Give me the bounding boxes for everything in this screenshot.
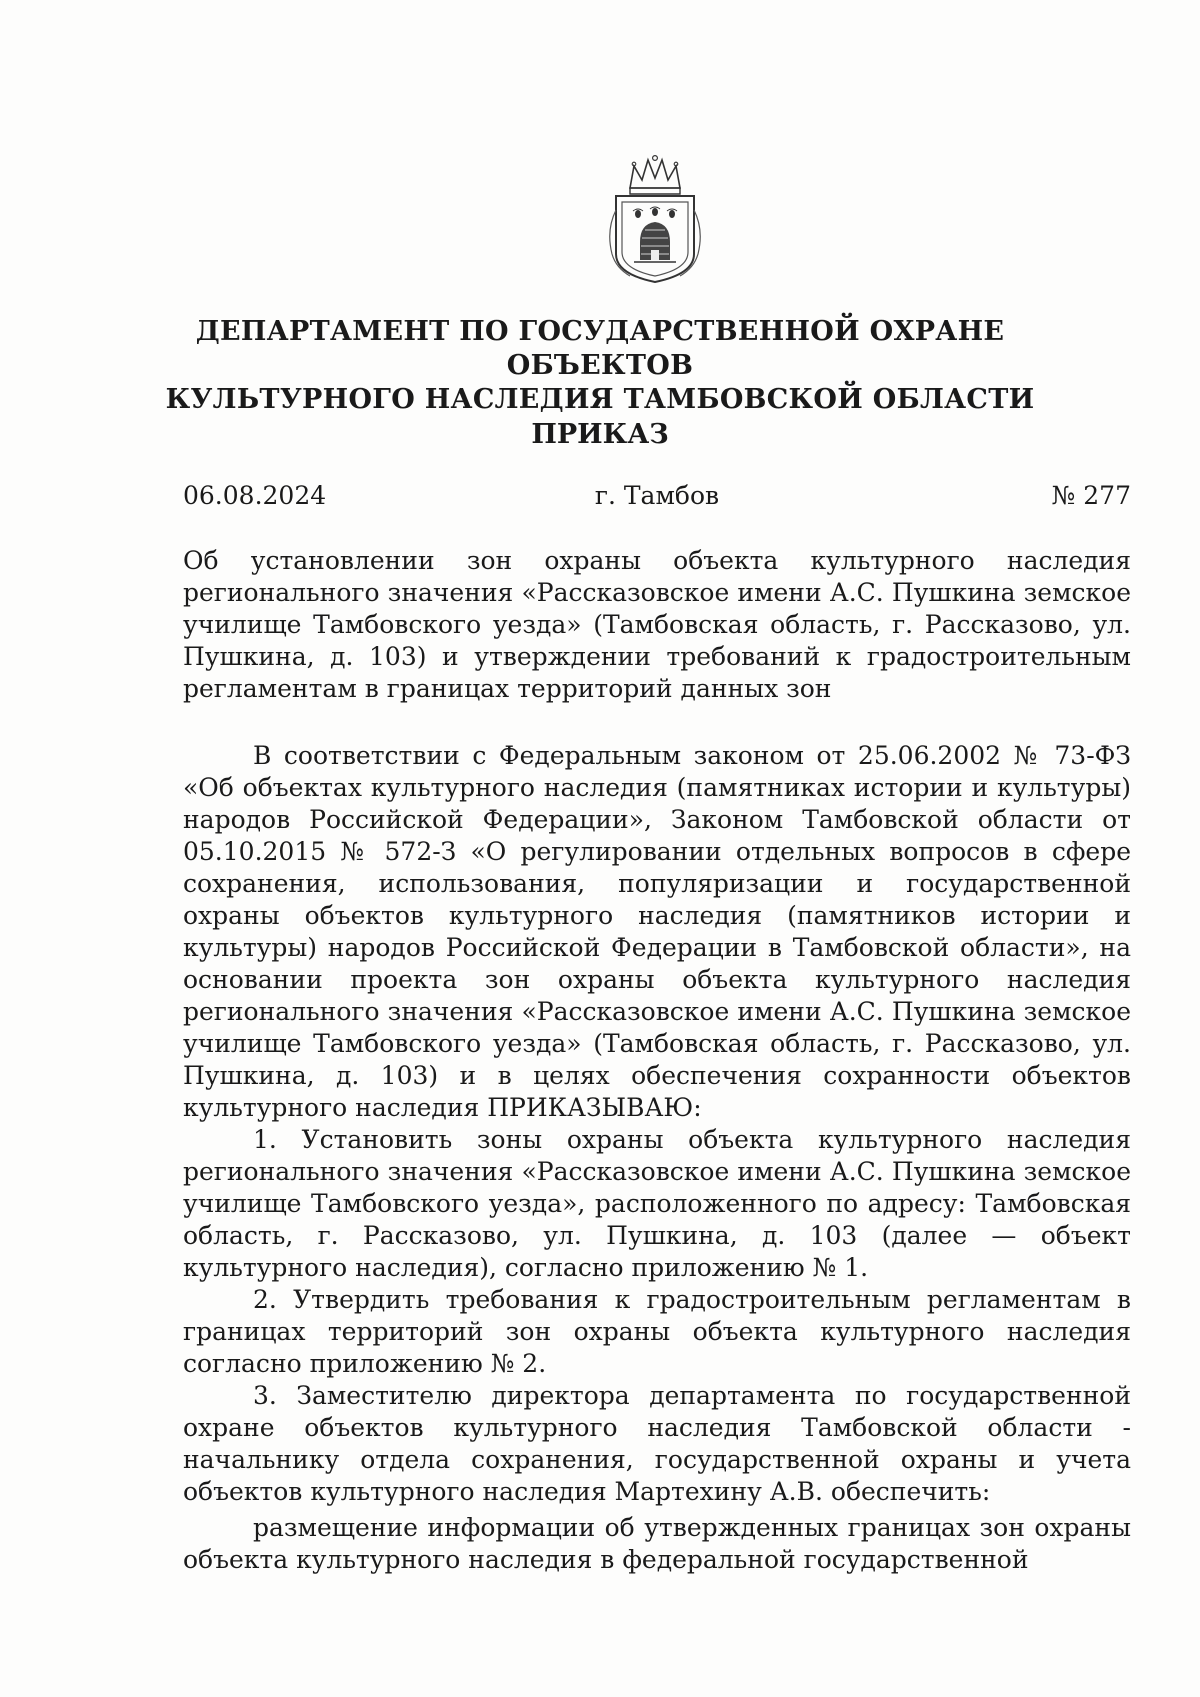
- preamble-paragraph: В соответствии с Федеральным законом от 25.06.2002 № 73-ФЗ «Об объектах культурного наследия (памятниках истории и культуры) народов Российской Федерации», Законом Тамбовской области от 05.10.2015 № 572-З «О регулировании отдельных вопросов в сфере сохранения, использования, популяризации и государственной охраны объектов культурного наследия (памятников истории и культуры) народов Российской Федерации в Тамбовской области», на основании проекта зон охраны объекта культурного наследия регионального значения «Рассказовское имени А.С. Пушкина земское училище Тамбовского уезда» (Тамбовская область, г. Рассказово, ул. Пушкина, д. 103) и в целях обеспечения сохранности объектов культурного наследия ПРИКАЗЫВАЮ:: [183, 741, 1131, 1122]
- document-type-title: ПРИКАЗ: [531, 419, 669, 450]
- order-item-1: 1. Установить зоны охраны объекта культурного наследия регионального значения «Рассказовское имени А.С. Пушкина земское училище Тамбовского уезда», расположенного по адресу: Тамбовская область, г. Рассказово, ул. Пушкина, д. 103 (далее — объект культурного наследия), согласно приложению № 1.: [183, 1125, 1131, 1282]
- document-body: [183, 740, 1131, 1576]
- document-number: № 277: [1051, 481, 1131, 510]
- coat-of-arms-icon: [596, 150, 714, 286]
- document-date: 06.08.2024: [183, 481, 327, 510]
- department-heading: [150, 315, 1050, 417]
- order-item-3-subitem: размещение информации об утвержденных границах зон охраны объекта культурного наследия в федеральной государственной: [183, 1513, 1131, 1574]
- document-subject: Об установлении зон охраны объекта культурного наследия регионального значения «Рассказовское имени А.С. Пушкина земское училище Тамбовского уезда» (Тамбовская область, г. Рассказово, ул. Пушкина, д. 103) и утверждении требований к градостроительным регламентам в границах территорий данных зон: [183, 546, 1131, 703]
- department-line-2: КУЛЬТУРНОГО НАСЛЕДИЯ ТАМБОВСКОЙ ОБЛАСТИ: [165, 384, 1035, 415]
- document-city: г. Тамбов: [594, 481, 720, 510]
- department-line-1: ДЕПАРТАМЕНТ ПО ГОСУДАРСТВЕННОЙ ОХРАНЕ ОБЪЕКТОВ: [195, 316, 1005, 381]
- order-item-3: 3. Заместителю директора департамента по государственной охране объектов культурного наследия Тамбовской области - начальнику отдела сохранения, государственной охраны и учета объектов культурного наследия Мартехину А.В. обеспечить:: [183, 1381, 1131, 1506]
- order-item-2: 2. Утвердить требования к градостроительным регламентам в границах территорий зон охраны объекта культурного наследия согласно приложению № 2.: [183, 1285, 1131, 1378]
- document-meta: [183, 480, 1131, 514]
